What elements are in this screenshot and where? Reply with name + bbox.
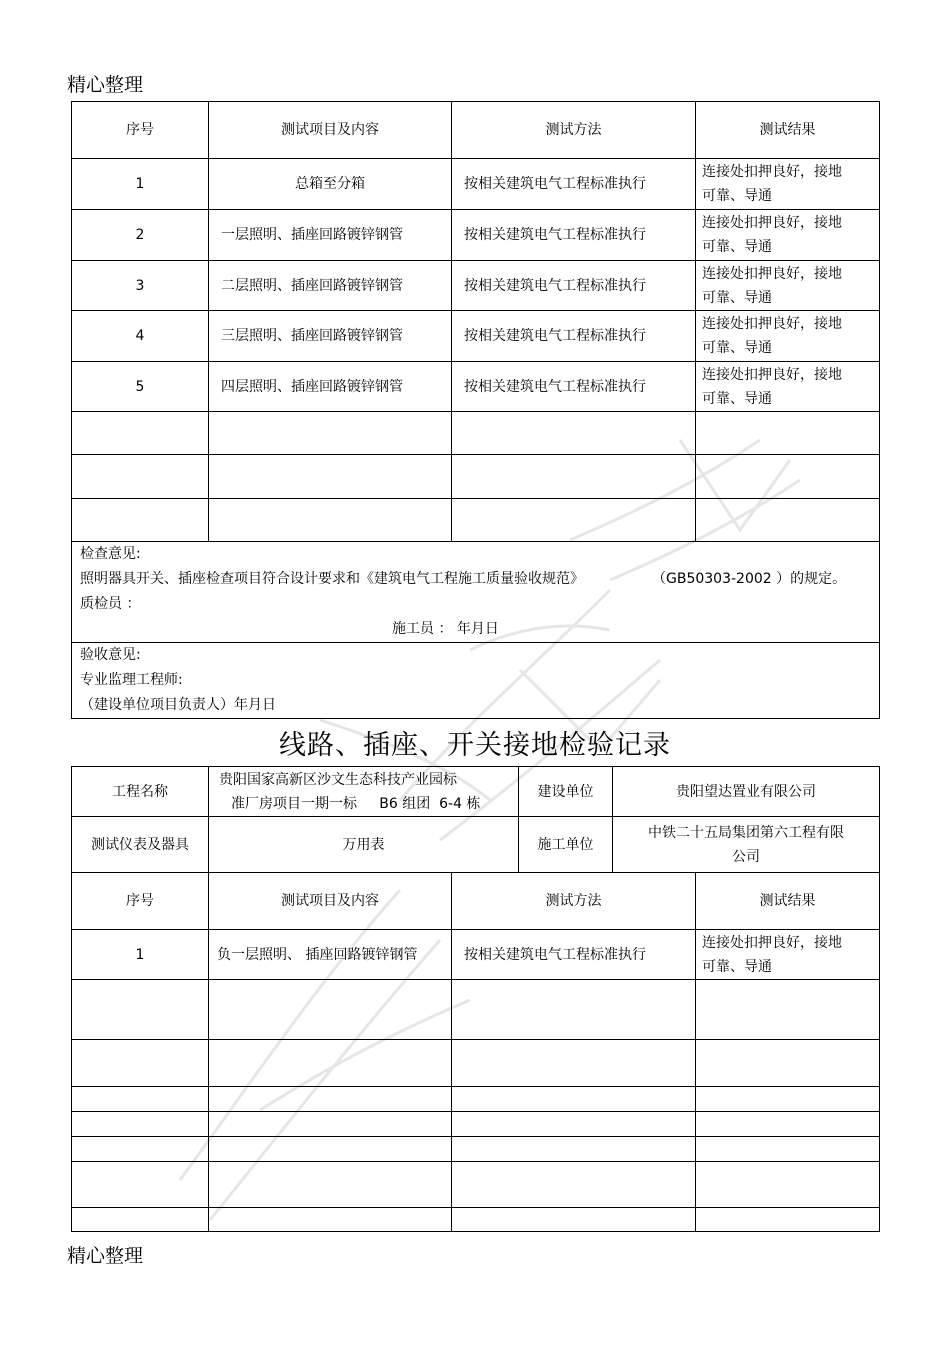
empty-row <box>72 980 880 1040</box>
row-item: 负一层照明、 插座回路镀锌钢管 <box>209 930 452 980</box>
row-result: 连接处扣押良好，接地 可靠、导通 <box>696 159 880 210</box>
row-item: 二层照明、插座回路镀锌钢管 <box>209 261 452 311</box>
contractor-label: 施工单位 <box>519 817 613 873</box>
table-header-row <box>72 102 880 159</box>
supervisor-label: 专业监理工程师: <box>80 672 183 688</box>
row-item: 四层照明、插座回路镀锌钢管 <box>209 362 452 412</box>
row-result: 连接处扣押良好，接地 可靠、导通 <box>696 362 880 412</box>
table-row <box>72 362 880 412</box>
grounding-test-table-2 <box>71 872 880 1232</box>
row-no: 1 <box>72 159 209 210</box>
project-info-table <box>71 766 880 873</box>
row-result: 连接处扣押良好，接地 可靠、导通 <box>696 261 880 311</box>
empty-row <box>72 1087 880 1112</box>
table-row <box>72 159 880 210</box>
row-no: 3 <box>72 261 209 311</box>
table-row <box>72 311 880 362</box>
empty-row <box>72 499 880 542</box>
header-result: 测试结果 <box>696 873 880 930</box>
constructor-label: 施工员 ： 年月日 <box>392 621 499 637</box>
row-method: 按相关建筑电气工程标准执行 <box>452 159 696 210</box>
empty-row <box>72 412 880 455</box>
inspector-label: 质检员 ： <box>80 596 141 612</box>
project-name-label: 工程名称 <box>72 767 209 817</box>
row-item: 三层照明、插座回路镀锌钢管 <box>209 311 452 362</box>
empty-row <box>72 1162 880 1208</box>
inspection-opinion-row <box>72 542 880 643</box>
grounding-test-table-1 <box>71 101 880 719</box>
row-method: 按相关建筑电气工程标准执行 <box>452 261 696 311</box>
row-no: 5 <box>72 362 209 412</box>
header-result: 测试结果 <box>696 102 880 159</box>
row-no: 4 <box>72 311 209 362</box>
acceptance-label: 验收意见: <box>80 647 141 663</box>
row-item: 总箱至分箱 <box>209 159 452 210</box>
empty-row <box>72 455 880 499</box>
empty-row <box>72 1112 880 1137</box>
header-no: 序号 <box>72 873 209 930</box>
owner-label: （建设单位项目负责人）年月日 <box>80 697 276 713</box>
project-name-value: 贵阳国家高新区沙文生态科技产业园标 准厂房项目一期一标 B6 组团 6-4 栋 <box>209 767 519 817</box>
header-item: 测试项目及内容 <box>209 873 452 930</box>
instrument-value: 万用表 <box>209 817 519 873</box>
inspection-code: （GB50303-2002 ）的规定。 <box>652 571 847 587</box>
row-no: 1 <box>72 930 209 980</box>
contractor-value: 中铁二十五局集团第六工程有限 公司 <box>613 817 880 873</box>
header-method: 测试方法 <box>452 102 696 159</box>
row-no: 2 <box>72 210 209 261</box>
row-result: 连接处扣押良好，接地 可靠、导通 <box>696 311 880 362</box>
header-text: 精心整理 <box>67 74 144 96</box>
builder-label: 建设单位 <box>519 767 613 817</box>
header-method: 测试方法 <box>452 873 696 930</box>
row-method: 按相关建筑电气工程标准执行 <box>452 311 696 362</box>
table-row <box>72 210 880 261</box>
table-row <box>72 930 880 980</box>
instrument-label: 测试仪表及器具 <box>72 817 209 873</box>
inspection-text: 照明器具开关、插座检查项目符合设计要求和《建筑电气工程施工质量验收规范》 <box>80 571 584 587</box>
empty-row <box>72 1137 880 1162</box>
row-method: 按相关建筑电气工程标准执行 <box>452 210 696 261</box>
row-item: 一层照明、插座回路镀锌钢管 <box>209 210 452 261</box>
footer-text: 精心整理 <box>67 1245 144 1267</box>
empty-row <box>72 1040 880 1087</box>
inspection-label: 检查意见: <box>80 546 141 562</box>
row-method: 按相关建筑电气工程标准执行 <box>452 930 696 980</box>
header-no: 序号 <box>72 102 209 159</box>
builder-value: 贵阳望达置业有限公司 <box>613 767 880 817</box>
table-header-row <box>72 873 880 930</box>
header-item: 测试项目及内容 <box>209 102 452 159</box>
row-result: 连接处扣押良好，接地 可靠、导通 <box>696 930 880 980</box>
row-method: 按相关建筑电气工程标准执行 <box>452 362 696 412</box>
row-result: 连接处扣押良好，接地 可靠、导通 <box>696 210 880 261</box>
acceptance-opinion-row <box>72 643 880 719</box>
empty-row <box>72 1208 880 1232</box>
page-title: 线路、插座、开关接地检验记录 <box>279 730 671 761</box>
table-row <box>72 261 880 311</box>
